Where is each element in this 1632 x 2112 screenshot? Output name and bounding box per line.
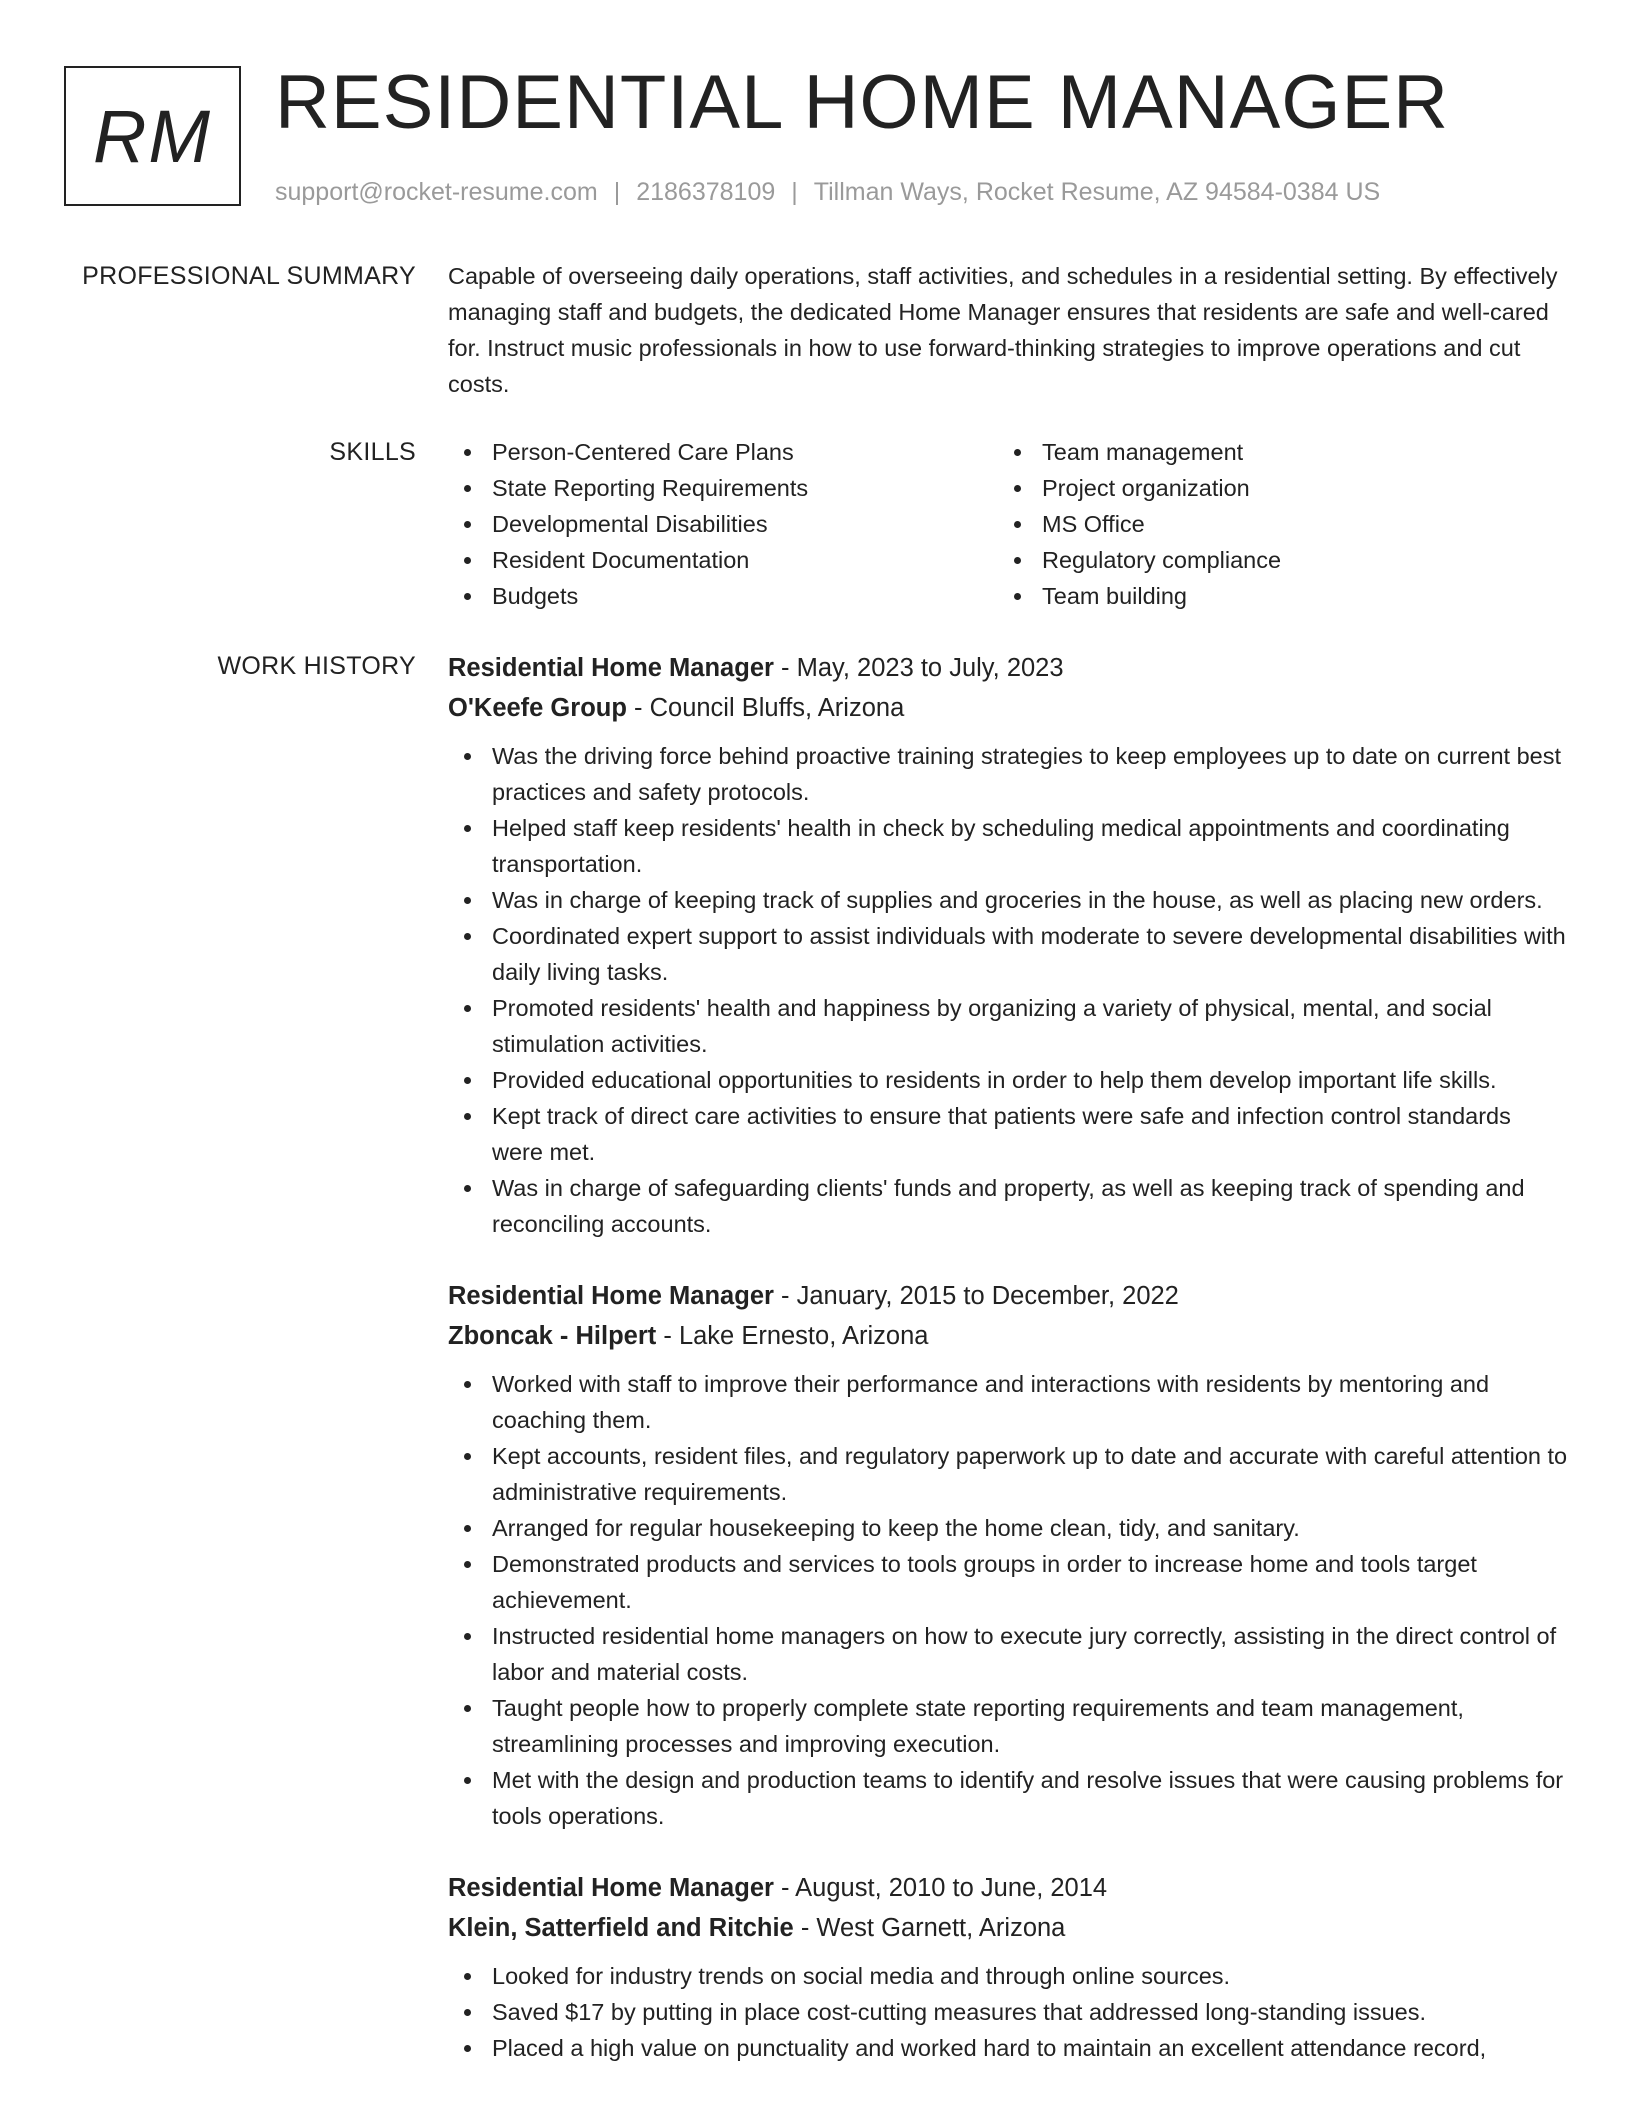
work-history-heading: WORK HISTORY [217,652,416,680]
job-company-line [448,688,1568,728]
job-dates: - August, 2010 to June, 2014 [773,1874,1108,1902]
job-company: Klein, Satterfield and Ritchie [448,1914,794,1942]
summary-body [448,258,1568,402]
job-bullets [448,1366,1568,1834]
job-location: - Council Bluffs, Arizona [626,694,905,722]
job-bullet: Coordinated expert support to assist individuals with moderate to severe developmental disabilities with daily living tasks. [448,918,1568,990]
job-company-line [448,1316,1568,1356]
monogram-logo: RM [64,66,241,206]
job-title-line [448,1868,1568,1908]
job-location: - West Garnett, Arizona [793,1914,1066,1942]
skill-item: Resident Documentation [448,542,998,578]
job-bullet: Saved $17 by putting in place cost-cutting measures that addressed long-standing issues. [448,1994,1568,2030]
job-bullet: Helped staff keep residents' health in check by scheduling medical appointments and coordinating transportation. [448,810,1568,882]
job-bullet: Arranged for regular housekeeping to keep the home clean, tidy, and sanitary. [448,1510,1568,1546]
skills-column-left [448,434,998,614]
skill-item: Developmental Disabilities [448,506,998,542]
job-title-line [448,1276,1568,1316]
skill-item: Budgets [448,578,998,614]
job-location: - Lake Ernesto, Arizona [656,1322,929,1350]
skills-heading: SKILLS [329,438,416,466]
job-bullet: Demonstrated products and services to tools groups in order to increase home and tools target achievement. [448,1546,1568,1618]
job-bullet: Kept accounts, resident files, and regulatory paperwork up to date and accurate with careful attention to administrative requirements. [448,1438,1568,1510]
skill-item: Regulatory compliance [998,542,1548,578]
job-bullets [448,738,1568,1242]
job-bullet: Provided educational opportunities to residents in order to help them develop important life skills. [448,1062,1568,1098]
contact-email[interactable]: support@rocket-resume.com [275,178,598,206]
job-company: O'Keefe Group [448,694,627,722]
job-company: Zboncak - Hilpert [448,1322,657,1350]
job-entry [448,1276,1568,1834]
job-bullet: Was in charge of safeguarding clients' funds and property, as well as keeping track of spending and reconciling accounts. [448,1170,1568,1242]
job-bullet: Was the driving force behind proactive training strategies to keep employees up to date on current best practices and safety protocols. [448,738,1568,810]
job-bullet: Placed a high value on punctuality and worked hard to maintain an excellent attendance record, [448,2030,1568,2066]
contact-address: Tillman Ways, Rocket Resume, AZ 94584-0384 US [813,178,1381,206]
work-history-body [448,648,1568,2100]
job-title: Residential Home Manager [448,1282,774,1310]
contact-phone[interactable]: 2186378109 [636,178,776,206]
skills-grid [448,434,1568,614]
job-bullet: Was in charge of keeping track of supplies and groceries in the house, as well as placing new orders. [448,882,1568,918]
job-bullet: Promoted residents' health and happiness by organizing a variety of physical, mental, and social stimulation activities. [448,990,1568,1062]
skills-body [448,434,1568,614]
skill-item: MS Office [998,506,1548,542]
summary-text: Capable of overseeing daily operations, staff activities, and schedules in a residential setting. By effectively managing staff and budgets, the dedicated Home Manager ensures that residents are safe and well-cared for. Instruct music professionals in how to use forward-thinking strategies to improve operations and cut costs. [448,263,1558,397]
job-bullet: Kept track of direct care activities to ensure that patients were safe and infection control standards were met. [448,1098,1568,1170]
job-entry [448,648,1568,1242]
contact-separator: | [791,178,798,206]
skill-item: Team management [998,434,1548,470]
job-company-line [448,1908,1568,1948]
skills-column-right [998,434,1548,614]
resume-name: RESIDENTIAL HOME MANAGER [275,60,1450,145]
skill-item: Project organization [998,470,1548,506]
job-bullet: Taught people how to properly complete state reporting requirements and team management, streamlining processes and improving execution. [448,1690,1568,1762]
job-bullets [448,1958,1568,2066]
summary-heading: PROFESSIONAL SUMMARY [82,262,416,290]
job-title: Residential Home Manager [448,1874,774,1902]
job-entry [448,1868,1568,2066]
job-bullet: Met with the design and production teams to identify and resolve issues that were causing problems for tools operations. [448,1762,1568,1834]
skill-item: State Reporting Requirements [448,470,998,506]
job-bullet: Looked for industry trends on social media and through online sources. [448,1958,1568,1994]
job-bullet: Instructed residential home managers on how to execute jury correctly, assisting in the direct control of labor and material costs. [448,1618,1568,1690]
skill-item: Person-Centered Care Plans [448,434,998,470]
job-title: Residential Home Manager [448,654,774,682]
job-bullet: Worked with staff to improve their performance and interactions with residents by mentoring and coaching them. [448,1366,1568,1438]
job-title-line [448,648,1568,688]
job-dates: - May, 2023 to July, 2023 [773,654,1064,682]
skill-item: Team building [998,578,1548,614]
job-dates: - January, 2015 to December, 2022 [773,1282,1179,1310]
contact-separator: | [613,178,621,206]
contact-line [275,176,1380,208]
